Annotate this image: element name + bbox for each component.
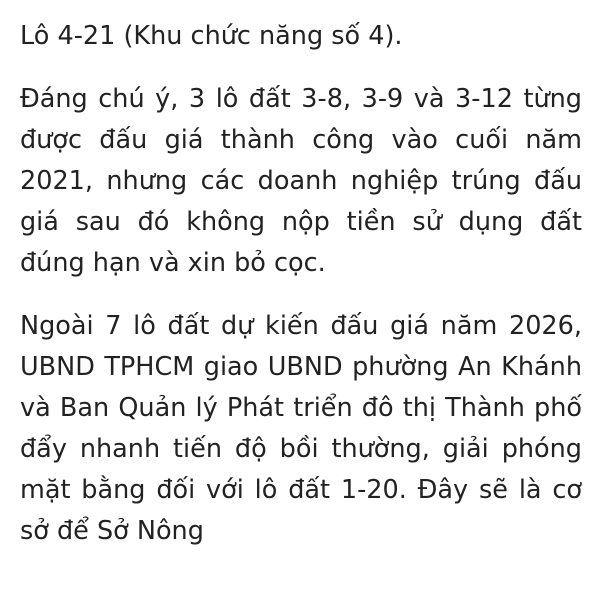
paragraph-2: Đáng chú ý, 3 lô đất 3-8, 3-9 và 3-12 từng được đấu giá thành công vào cuối năm 2021, nhưng các doanh nghiệp trúng đấu giá sau đó không nộp tiền sử dụng đất đúng hạn và xin bỏ cọc. xyxy=(20,84,582,278)
paragraph-1: Lô 4-21 (Khu chức năng số 4). xyxy=(20,21,403,51)
paragraph-3: Ngoài 7 lô đất dự kiến đấu giá năm 2026, UBND TPHCM giao UBND phường An Khánh và Ban Quản lý Phát triển đô thị Thành phố đẩy nhanh tiến độ bồi thường, giải phóng mặt bằng đối với lô đất 1-20. Đây sẽ là cơ sở để Sở Nông xyxy=(20,311,582,546)
